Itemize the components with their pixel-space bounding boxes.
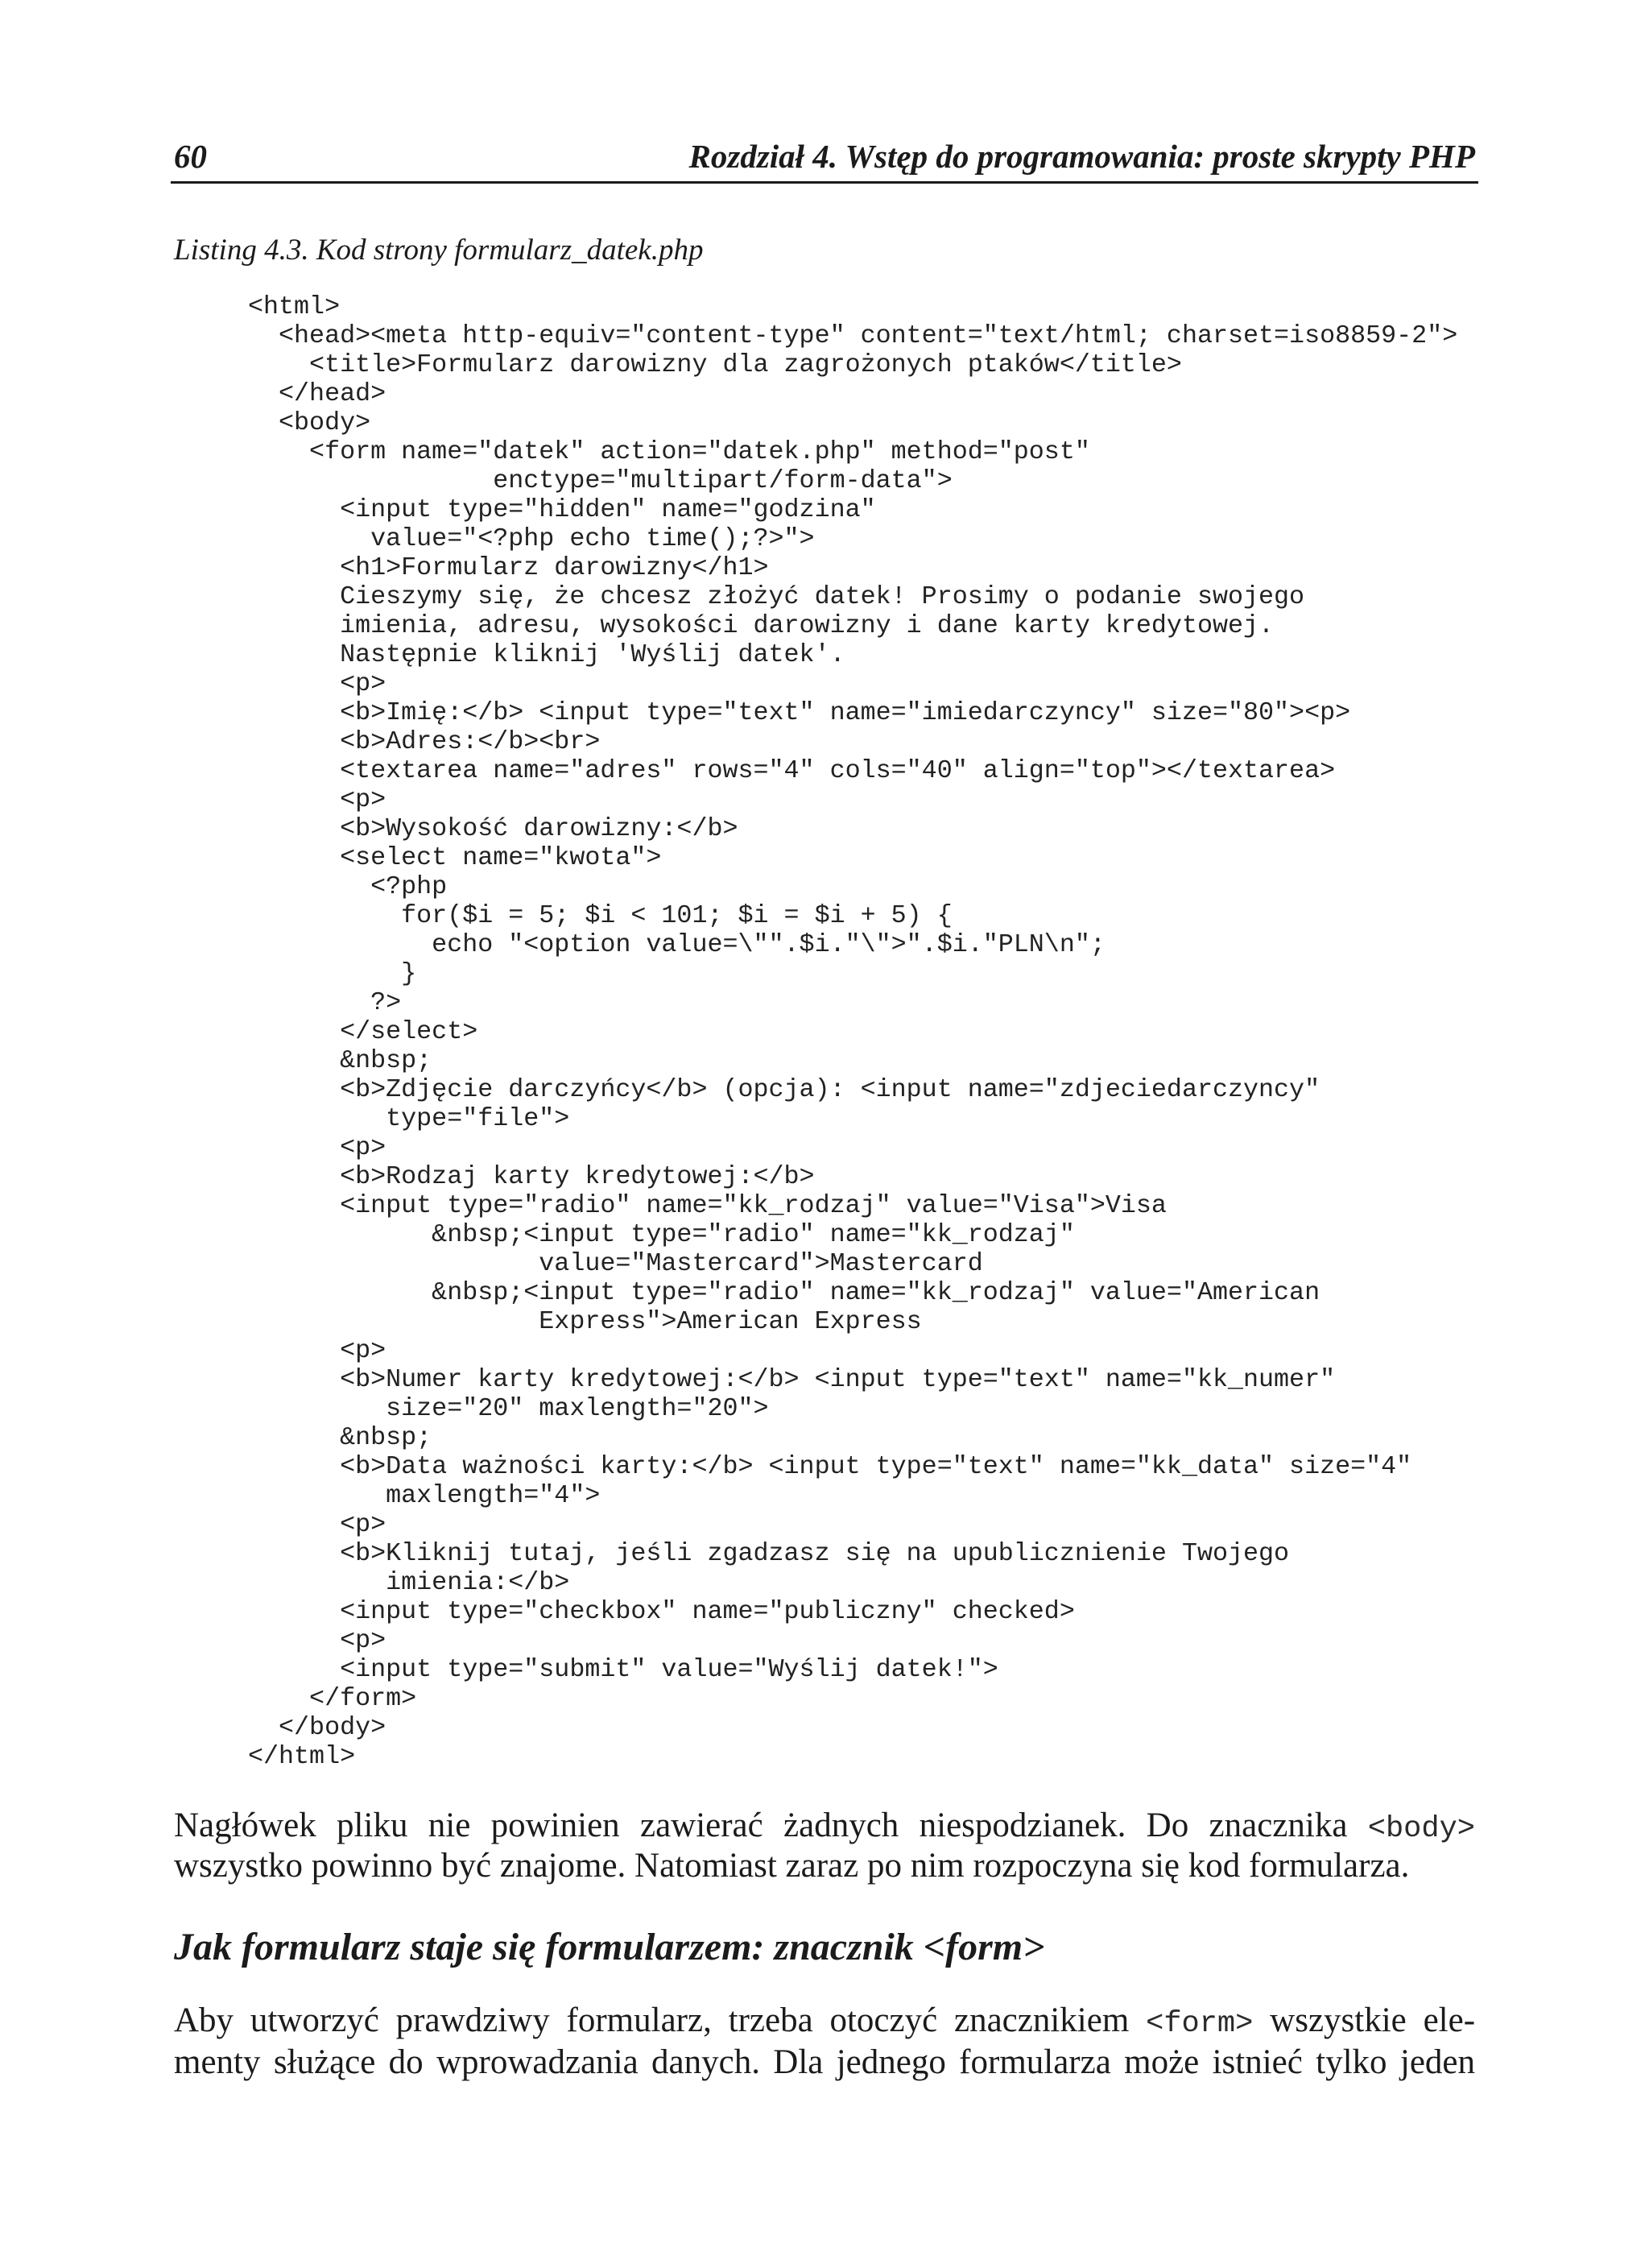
- code-line: <input type="submit" value="Wyślij datek!">: [248, 1655, 998, 1684]
- code-line: Express">American Express: [248, 1307, 922, 1336]
- code-listing: [248, 292, 1457, 1771]
- code-line: <?php: [248, 872, 448, 901]
- code-line: <p>: [248, 785, 386, 814]
- code-line: <p>: [248, 1133, 386, 1162]
- code-line: value="<?php echo time();?>">: [248, 524, 815, 553]
- code-line: <b>Zdjęcie darczyńcy</b> (opcja): <input name="zdjeciedarczyncy": [248, 1075, 1320, 1104]
- listing-caption: Listing 4.3. Kod strony formularz_datek.php: [174, 234, 704, 267]
- code-line: type="file">: [248, 1104, 570, 1133]
- code-line: <p>: [248, 1626, 386, 1655]
- code-line: value="Mastercard">Mastercard: [248, 1249, 983, 1278]
- code-line: <b>Data ważności karty:</b> <input type="text" name="kk_data" size="4": [248, 1452, 1412, 1481]
- code-line: <html>: [248, 292, 341, 321]
- paragraph-1-line-2: wszystko powinno być znajome. Natomiast zaraz po nim rozpoczyna się kod formularza.: [174, 1847, 1410, 1885]
- code-line: <head><meta http-equiv="content-type" content="text/html; charset=iso8859-2">: [248, 321, 1458, 350]
- code-line: &nbsp;: [248, 1046, 432, 1075]
- running-header: [174, 137, 1475, 176]
- header-rule: [171, 181, 1478, 184]
- code-line: <p>: [248, 1510, 386, 1539]
- code-line: imienia:</b>: [248, 1568, 570, 1597]
- code-line: <b>Imię:</b> <input type="text" name="imiedarczyncy" size="80"><p>: [248, 698, 1351, 727]
- code-line: <p>: [248, 669, 386, 698]
- code-line: </body>: [248, 1713, 386, 1742]
- code-line: ?>: [248, 988, 402, 1017]
- code-line: </head>: [248, 379, 386, 408]
- page-number: 60: [174, 138, 207, 175]
- code-line: </select>: [248, 1017, 478, 1046]
- paragraph-2-line-1: [174, 2000, 1475, 2045]
- code-line: </form>: [248, 1684, 417, 1713]
- code-line: <body>: [248, 408, 371, 437]
- paragraph-text: Nagłówek pliku nie powinien zawierać żadnych niespodzianek. Do znacznika: [174, 1807, 1348, 1844]
- code-line: <select name="kwota">: [248, 843, 662, 872]
- code-line: <form name="datek" action="datek.php" method="post": [248, 437, 1090, 466]
- code-line: <b>Adres:</b><br>: [248, 727, 601, 756]
- code-line: }: [248, 959, 417, 988]
- code-line: size="20" maxlength="20">: [248, 1394, 769, 1423]
- code-line: <b>Wysokość darowizny:</b>: [248, 814, 738, 843]
- inline-code-form-tag: <form>: [1146, 2007, 1254, 2041]
- code-line: maxlength="4">: [248, 1481, 601, 1510]
- code-line: Cieszymy się, że chcesz złożyć datek! Prosimy o podanie swojego: [248, 582, 1305, 611]
- code-line: <textarea name="adres" rows="4" cols="40" align="top"></textarea>: [248, 756, 1336, 785]
- code-line: Następnie kliknij 'Wyślij datek'.: [248, 640, 845, 669]
- code-line: <b>Kliknij tutaj, jeśli zgadzasz się na upublicznienie Twojego: [248, 1539, 1290, 1568]
- code-line: &nbsp;: [248, 1423, 432, 1452]
- code-line: &nbsp;<input type="radio" name="kk_rodzaj": [248, 1220, 1075, 1249]
- code-line: enctype="multipart/form-data">: [248, 466, 953, 495]
- code-line: <input type="checkbox" name="publiczny" checked>: [248, 1597, 1075, 1626]
- paragraph-text: Aby utworzyć prawdziwy formularz, trzeba otoczyć znacznikiem: [174, 2001, 1130, 2039]
- code-line: <input type="radio" name="kk_rodzaj" value="Visa">Visa: [248, 1191, 1167, 1220]
- code-line: echo "<option value=\"".$i."\">".$i."PLN\n";: [248, 930, 1106, 959]
- code-line: &nbsp;<input type="radio" name="kk_rodzaj" value="American: [248, 1278, 1320, 1307]
- code-line: <input type="hidden" name="godzina": [248, 495, 876, 524]
- code-line: <title>Formularz darowizny dla zagrożonych ptaków</title>: [248, 350, 1182, 379]
- code-line: <b>Rodzaj karty kredytowej:</b>: [248, 1162, 815, 1191]
- code-line: </html>: [248, 1742, 356, 1771]
- code-line: <b>Numer karty kredytowej:</b> <input type="text" name="kk_numer": [248, 1365, 1336, 1394]
- paragraph-2-line-2: menty służące do wprowadzania danych. Dla jednego formularza może istnieć tylko jeden: [174, 2043, 1475, 2081]
- section-heading: Jak formularz staje się formularzem: znacznik <form>: [174, 1926, 1045, 1968]
- code-line: <h1>Formularz darowizny</h1>: [248, 553, 769, 582]
- inline-code-body-tag: <body>: [1367, 1812, 1475, 1846]
- paragraph-1-line-1: [174, 1806, 1475, 1849]
- code-line: <p>: [248, 1336, 386, 1365]
- code-line: imienia, adresu, wysokości darowizny i dane karty kredytowej.: [248, 611, 1275, 640]
- paragraph-text: wszystkie ele-: [1270, 2001, 1476, 2039]
- code-line: for($i = 5; $i < 101; $i = $i + 5) {: [248, 901, 953, 930]
- chapter-title: Rozdział 4. Wstęp do programowania: proste skrypty PHP: [688, 138, 1475, 175]
